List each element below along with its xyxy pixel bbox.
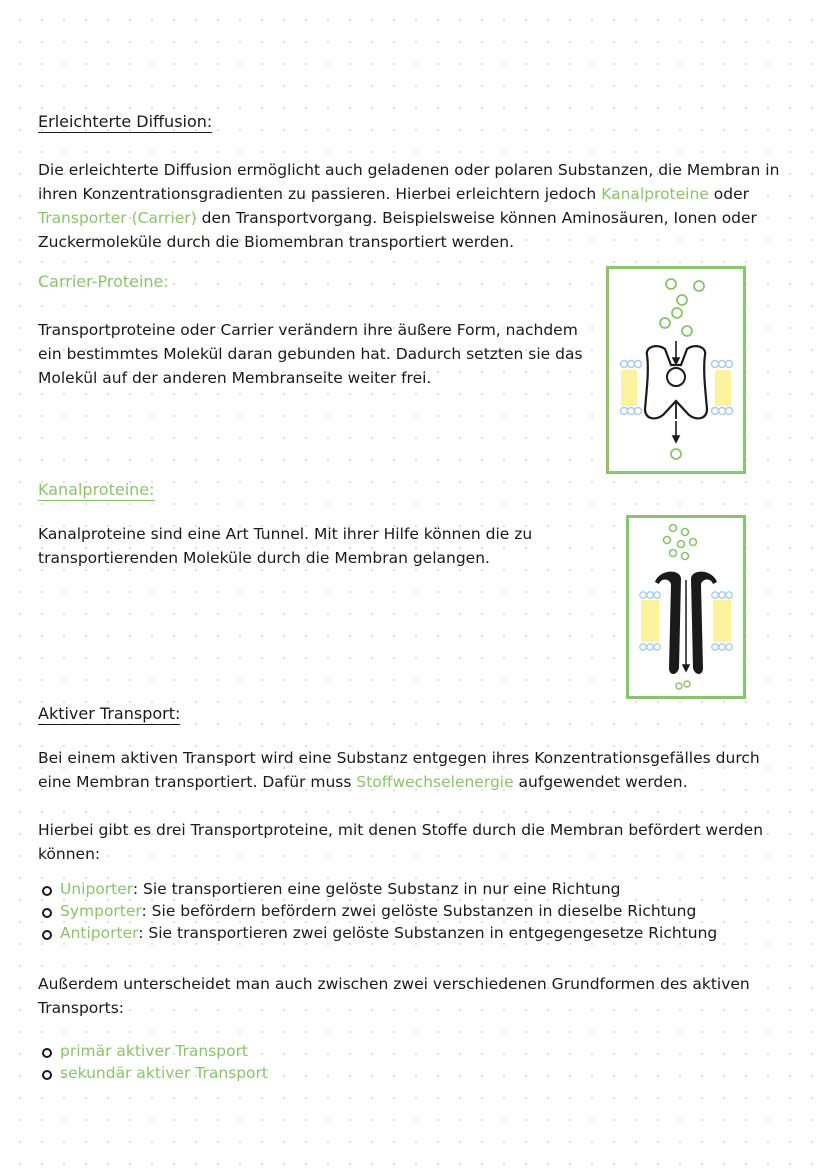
- grundformen-paragraph: Außerdem unterscheidet man auch zwischen zwei verschiedenen Grundformen des aktiven Transports:: [38, 975, 750, 1017]
- form-sekundaer: sekundär aktiver Transport: [60, 1064, 268, 1082]
- intro-text-3: den Transportvorgang. Beispielsweise können Aminosäuren, Ionen oder Zuckermoleküle durch die Biomembran transportiert werden.: [38, 209, 757, 251]
- section-title-erleichterte-diffusion: Erleichterte Diffusion:: [38, 112, 213, 131]
- desc-uniporter: : Sie transportieren eine gelöste Substanz in nur eine Richtung: [132, 880, 621, 898]
- intro-text-2: oder: [708, 185, 750, 203]
- list-item-uniporter: [38, 878, 794, 900]
- aktiver-transport-paragraph: [38, 746, 794, 794]
- section-title-aktiver-transport: Aktiver Transport:: [38, 704, 181, 723]
- carrier-protein-illustration: [609, 269, 743, 471]
- list-item-sekundaer: [38, 1062, 794, 1084]
- subheading-carrier-proteine: Carrier-Proteine:: [38, 272, 169, 291]
- carrier-protein-diagram: [606, 266, 746, 474]
- term-kanalproteine: Kanalproteine: [601, 185, 709, 203]
- list-item-primaer: [38, 1040, 794, 1062]
- form-primaer: primär aktiver Transport: [60, 1042, 249, 1060]
- channel-protein-illustration: [629, 518, 743, 696]
- term-transporter: Transporter (Carrier): [38, 209, 197, 227]
- intro-paragraph: [38, 158, 790, 254]
- term-symporter: Symporter: [60, 902, 142, 920]
- desc-symporter: : Sie befördern befördern zwei gelöste Substanzen in dieselbe Richtung: [141, 902, 697, 920]
- intro-text-1: Die erleichterte Diffusion ermöglicht auch geladenen oder polaren Substanzen, die Membran in ihren Konzentrationsgradienten zu passieren. Hierbei erleichtern jedoch: [38, 161, 780, 203]
- desc-antiporter: : Sie transportieren zwei gelöste Substanzen in entgegengesetze Richtung: [138, 924, 718, 942]
- term-stoffwechselenergie: Stoffwechselenergie: [356, 773, 514, 791]
- aktiver-text-1: Bei einem aktiven Transport wird eine Substanz entgegen ihres Konzentrationsgefälles durch eine Membran transportiert. Dafür muss: [38, 749, 760, 791]
- grundformen-list: [38, 1040, 794, 1084]
- list-item-antiporter: [38, 922, 794, 944]
- carrier-text: Transportproteine oder Carrier verändern ihre äußere Form, nachdem ein bestimmtes Molekül daran gebunden hat. Dadurch setzten sie das Molekül auf der anderen Membranseite weiter frei.: [38, 321, 583, 387]
- transporter-list: [38, 878, 794, 944]
- list-item-symporter: [38, 900, 794, 922]
- term-antiporter: Antiporter: [60, 924, 139, 942]
- channel-protein-diagram: [626, 515, 746, 699]
- kanal-text: Kanalproteine sind eine Art Tunnel. Mit ihrer Hilfe können die zu transportierenden Moleküle durch die Membran gelangen.: [38, 525, 533, 567]
- aktiver-text-2: aufgewendet werden.: [513, 773, 688, 791]
- transportproteine-paragraph: Hierbei gibt es drei Transportproteine, mit denen Stoffe durch die Membran befördert werden können:: [38, 821, 764, 863]
- subheading-kanalproteine: Kanalproteine:: [38, 480, 155, 499]
- term-uniporter: Uniporter: [60, 880, 133, 898]
